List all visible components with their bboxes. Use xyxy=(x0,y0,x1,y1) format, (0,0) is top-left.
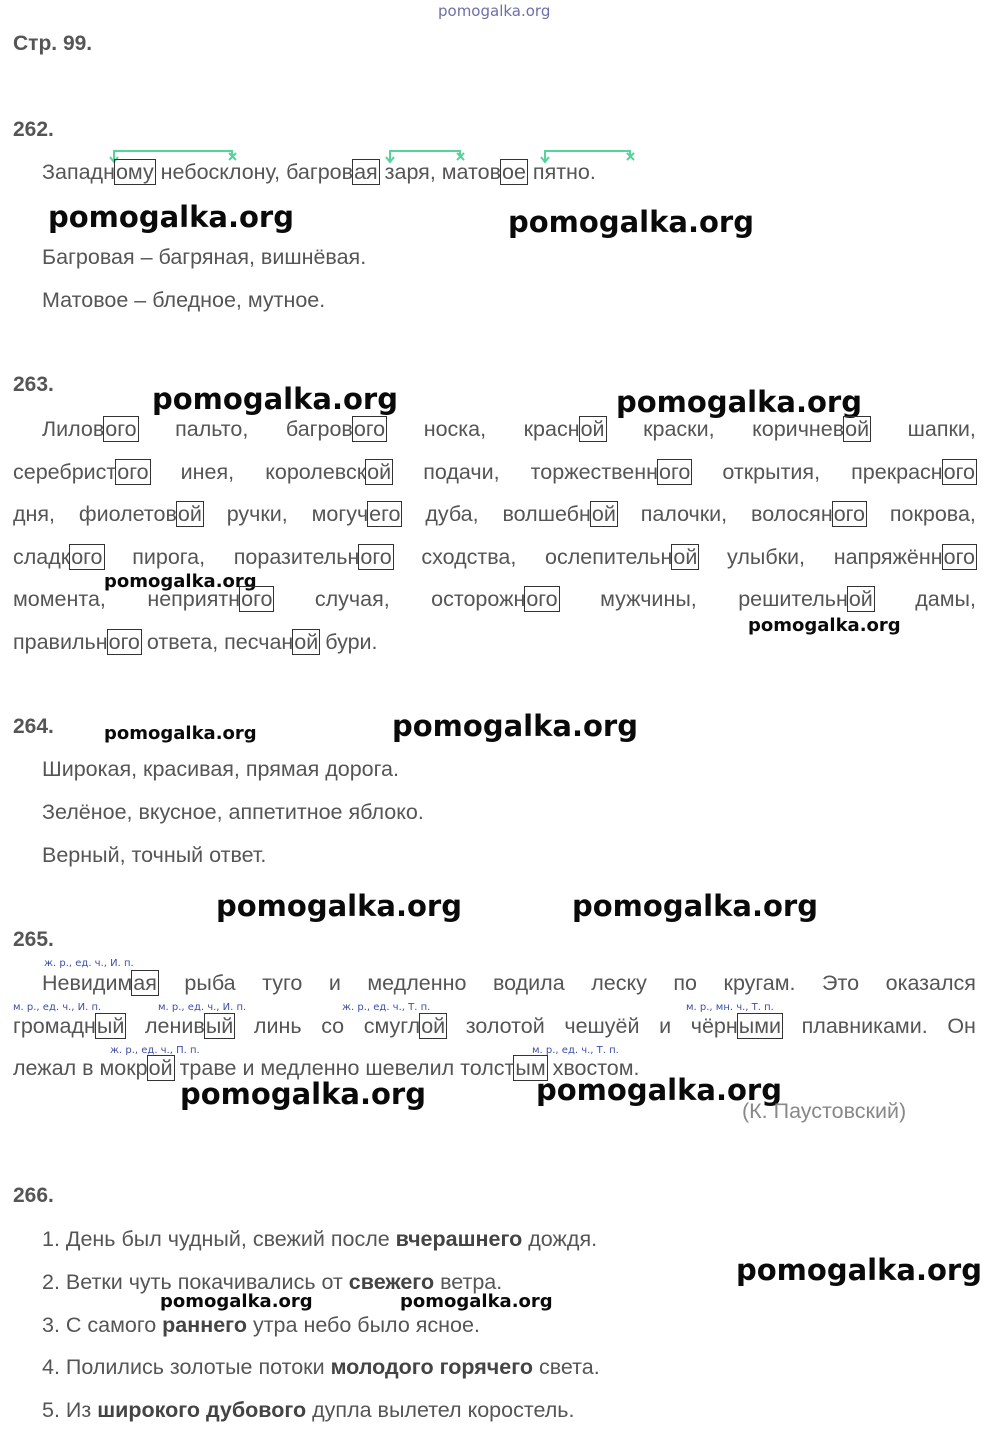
ex263-line6: правильного ответа, песчаной бури. xyxy=(13,630,378,654)
ex264-line3: Верный, точный ответ. xyxy=(42,843,267,867)
ex262-line2: Багровая – багряная, вишнёвая. xyxy=(42,245,367,269)
grammar-note: м. р., ед. ч., И. п. xyxy=(158,1002,247,1013)
watermark: pomogalka.org xyxy=(104,571,257,592)
ex266-sentence5: 5. Из широкого дубового дупла вылетел коростель. xyxy=(42,1398,575,1422)
ex265-line2: громадный ленивый линь со смуглой золотой чешуёй и чёрными плавниками. Он xyxy=(13,1014,976,1038)
ex263-line2: серебристого инея, королевской подачи, торжественного открытия, прекрасного xyxy=(13,460,975,484)
ex263-line5: момента, неприятного случая, осторожного мужчины, решительной дамы, xyxy=(13,587,976,611)
grammar-note: м. р., мн. ч., Т. п. xyxy=(686,1002,774,1013)
watermark: pomogalka.org xyxy=(508,205,754,239)
author: (К. Паустовский) xyxy=(742,1099,907,1123)
ex263-line1: Лилового пальто, багрового носка, красной краски, коричневой шапки, xyxy=(42,417,976,441)
ex265-line1: Невидимая рыба туго и медленно водила леску по кругам. Это оказался xyxy=(42,971,976,995)
ex263-line4: сладкого пирога, поразительного сходства, ослепительной улыбки, напряжённого xyxy=(13,545,975,569)
watermark: pomogalka.org xyxy=(216,889,462,923)
grammar-note: м. р., ед. ч., И. п. xyxy=(13,1002,102,1013)
watermark: pomogalka.org xyxy=(152,382,398,416)
ex265-line3: лежал в мокрой траве и медленно шевелил толстым хвостом. xyxy=(13,1056,640,1080)
watermark: pomogalka.org xyxy=(48,200,294,234)
grammar-note: ж. р., ед. ч., И. п. xyxy=(44,958,134,969)
exercise-number-266: 266. xyxy=(13,1184,54,1207)
ex264-line1: Широкая, красивая, прямая дорога. xyxy=(42,757,399,781)
ex262-line3: Матовое – бледное, мутное. xyxy=(42,288,326,312)
watermark: pomogalka.org xyxy=(736,1253,982,1287)
watermark: pomogalka.org xyxy=(748,615,901,636)
watermark: pomogalka.org xyxy=(160,1291,313,1312)
watermark: pomogalka.org xyxy=(536,1073,782,1107)
ex266-sentence3: 3. С самого раннего утра небо было ясное. xyxy=(42,1313,480,1337)
top-watermark: pomogalka.org xyxy=(438,2,551,20)
exercise-number-262: 262. xyxy=(13,118,54,141)
exercise-number-265: 265. xyxy=(13,928,54,951)
grammar-note: ж. р., ед. ч., П. п. xyxy=(110,1045,200,1056)
exercise-number-264: 264. xyxy=(13,715,54,738)
grammar-note: м. р., ед. ч., Т. п. xyxy=(532,1045,619,1056)
watermark: pomogalka.org xyxy=(180,1077,426,1111)
watermark: pomogalka.org xyxy=(572,889,818,923)
ex262-line1: Западному небосклону, багровая заря, матовое пятно. xyxy=(42,160,596,184)
watermark: pomogalka.org xyxy=(392,709,638,743)
ex266-sentence4: 4. Полились золотые потоки молодого горячего света. xyxy=(42,1355,600,1379)
watermark: pomogalka.org xyxy=(104,723,257,744)
ex266-sentence2: 2. Ветки чуть покачивались от свежего ветра. xyxy=(42,1270,503,1294)
ex266-sentence1: 1. День был чудный, свежий после вчерашнего дождя. xyxy=(42,1227,598,1251)
ex264-line2: Зелёное, вкусное, аппетитное яблоко. xyxy=(42,800,424,824)
page-title: Стр. 99. xyxy=(13,32,93,55)
ex263-line3: дня, фиолетовой ручки, могучего дуба, волшебной палочки, волосяного покрова, xyxy=(13,502,976,526)
grammar-note: ж. р., ед. ч., Т. п. xyxy=(342,1002,431,1013)
watermark: pomogalka.org xyxy=(400,1291,553,1312)
exercise-number-263: 263. xyxy=(13,373,54,396)
watermark: pomogalka.org xyxy=(616,385,862,419)
